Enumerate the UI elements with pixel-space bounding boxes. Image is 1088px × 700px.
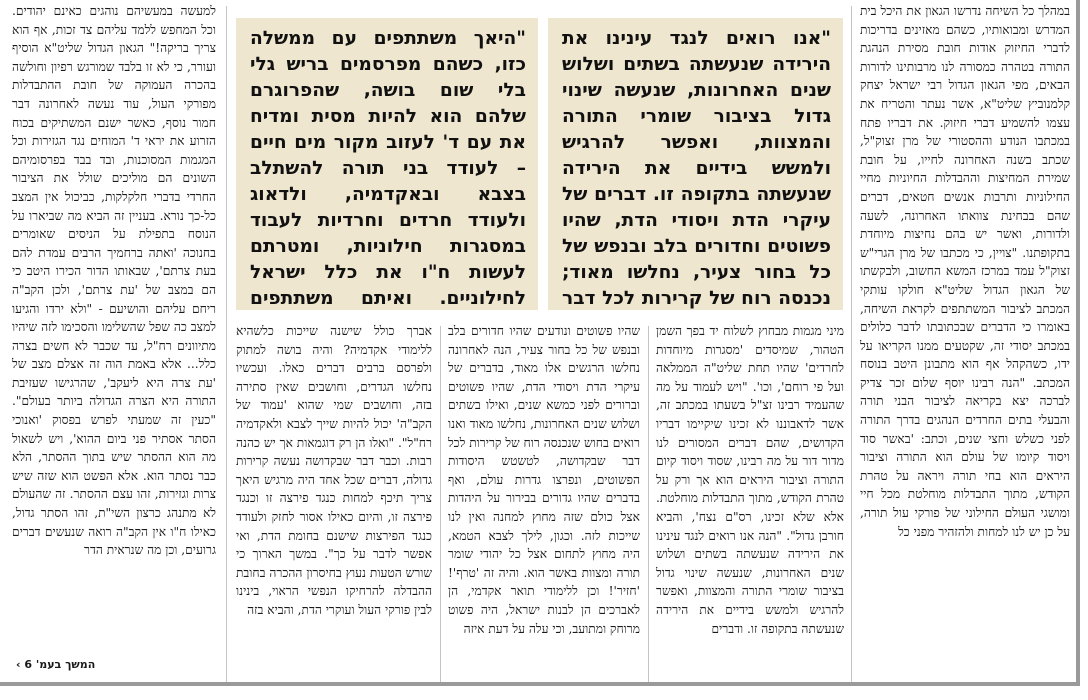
column-text: אברך כולל שישנה שייכות כלשהיא ללימודי אקדמיה? והיה בושה למתוק ולפרסם ברבים דברים כאלו. ועכשיו נחלשו הגדרים, וחושבים שאין סתירה בזה, וחושבים שמי שהוא 'עמוד של הקב"ה' יכול להיות שייך לצבא ולאקדמיה רח"ל". "ואלו הן רק דוגמאות אך יש כהנה רבות. וכבר דבר שבקדושה נעשה קרירות גדולה, דברים שכל אחד היה מרגיש היאך צריך תיכף למחות כנגד פירצה זו וכנגד פירצה זו, והיום כאילו אסור לחזק ולעודד כנגד הפירצות שישנם בחומת הדת, ואי אפשר לדבר על כך". במשך הארוך כי שורש הטעות נעוץ בחיסרון ההכרה בחובת ההבדלה להרחיקו הנפשי הראוי, בינינו לבין פורקי העול ועוקרי הדת, והביא בזה (236, 324, 432, 617)
pull-quote-text: "אנו רואים לנגד עינינו את הירידה שנעשתה בשתים ושלוש שנים האחרונות, שנעשה שינוי גדול בציבור שומרי התורה והמצוות, ואפשר להרגיש ולמשש בידיים את הירידה שנעשתה בתקופה זו. דברים של עיקרי הדת ויסודי הדת, שהיו פשוטים וחדורים בלב ובנפש של כל בחור צעיר, נחלשו מאוד; נכנסה רוח של קרירות לכל דבר (562, 28, 831, 309)
arrow-left-icon: › (16, 658, 21, 671)
column-text: למעשה במעשיהם נוהגים כאינם יהודים. וכל המחפש ללמד עליהם צד זכות, אף הוא צריך בריקה!" הגאון הגדול שליט"א הוסיף ועורר, כי לא זו בלבד שמורגש רפיון וחולשה בהכרה העמוקה של חובת ההתבדלות מפורקי העול, עוד נעשה לאחרונה דבר חמור נוסף, כאשר ישנם המשתיקים בכוח הזרוע את יראי ד' המוחים נגד הגזירות וכל המגמות המסוכנות, ובד בבד בפרסומיהם השונים הם מוליכים שולל את הציבור החרדי בדברי חלקלקות, כביכול אין המצב כל-כך נורא. בעניין זה הביא מה שביארו על הנוסח בתפילת על הניסים שאומרים בחנוכה 'ואתה ברחמיך הרבים עמדת להם בעת צרתם', שבאותו הדור הכירו היטב כי הם במצב של 'עת צרתם', ולכן הקב"ה ריחם עליהם והושיעם - "ולא ירדו והגיעו למצב כה שפל שהשלימו והסכימו לזה שיהיו מתיוונים רח"ל, עד שכבר לא חשים בצרה כלל... אלא באמת הוה זה אצלם מצב של 'עת צרה היא ליעקב', שהרגישו שעזיבת התורה היא הצרה הגדולה ביותר בעולם". "כעין זה שמעתי לפרש בפסוק 'ואנוכי הסתר אסתיר פני ביום ההוא', ויש לשאול מה הוא ההסתר שיש בתוך ההסתר, הלא כבר נסתר הוא. אלא הפשט הוא שזה שיש צרות וגזירות, זהו עצם ההסתר. זה שהעולם לא מתנהג כרצון השי"ת, זהו הסתר גדול, כאילו ח"ו אין הקב"ה רואה שנעשים דברים גרועים, וכן מה שנראית הדר (12, 4, 216, 558)
column-divider (648, 326, 649, 682)
pull-quote-right (548, 18, 843, 310)
pull-quote-text: "היאך משתתפים עם ממשלה כזו, כשהם מפרסמים בריש גלי בלי שום בושה, שהפרוגרם שלהם הוא להיות מסית ומדיח את עם ד' לעזוב מקור מים חיים – לעודד בני תורה להשתלב בצבא ובאקדמיה, ולדאוג ולעודד חרדים וחרדיות לעבוד במסגרות חילוניות, ומטרתם לעשות ח"ו את כלל ישראל לחילוניים. ואיתם משתתפים (250, 28, 526, 309)
article-column-mid-right (656, 322, 844, 684)
column-text: במהלך כל השיחה נדרשו הגאון את היכל בית המדרש ומבואותיו, כשהם מאזינים בדריכות לדברי החיזוק אודות חובת מסירת הנהגת התורה בטהרה כמסורה לנו מרבותינו לדורות הבאים, מפי הגאון הגדול רבי ישראל יצחק קלמנוביץ שליט"א, אשר נעתר והטריח את עצמו להשמיע דברי חיזוק. את דבריו פתח במכתבו הנודע וההסטורי של מרן זצוק"ל, שכתב בשנה האחרונה לחייו, על חובת שמירת המחיצות וההבדלות החיוניות מחיי החילוניות ותרבות אנשים חטאים, דברים שהם בבחינת צוואתו האחרונה, לשעה ולדורות, ואשר יש בהם נחיצות מיוחדת בתקופתנו. "צויין, כי מכתבו של מרן הגרי"ש זצוק"ל עמד במרכז המשא החשוב, ולבקשתו של הגאון הגדול שליט"א חולקו עותקי המכתב לציבור המשתתפים לקראת השיחה, באומרו כי הדברים שבכתובתו לדבר כלולים במכתב יסודי זה, שקטעים ממנו הקריאו על ידו, כשהקהל אף הוא מתבונן היטב בנוסח המכתב. "הנה רבינו יוסף שלום זכר צדיק לברכה יצא בקריאה לציבור הבני תורה והבעלי בתים החרדים הנהגים בדרך התורה לפני כשלש וחצי שנים, וכתב: 'באשר סוד ויסוד קיומו של עולם הוא התורה וציבור היראים הוא בחי תורה ויראה על טהרת הקודש, מתוך התבדלות מוחלטת מכל חיי ומושגי העולם החילוני של פורקי עול תורה, על כן יש לנו למחות ולהזהיר מפני כל (860, 4, 1070, 539)
column-divider (851, 6, 852, 682)
column-text: מיני מגמות מבחוץ לשלוח יד בפך השמן הטהור, שמיסדים 'מסגרות מיוחדות לחרדים' שהיו תחת שליט"ה הממלאה ועל פי רוחם', וכו'. "ויש לעמוד על מה שהעמיד רבינו זצ"ל בשעתו במכתב זה, אשר לדאבוננו לא זכינו שיקיימו דבריו הקדושים, שהם דברים המסורים לנו מדור דור על מה רבינו, שסוד ויסוד קיום התורה וציבור היראים הוא אך ורק על טהרת הקודש, מתוך התבדלות מוחלטת. אלא שלא זכינו, רס"ם נצח', והביא חורבן גדול". "הנה אנו רואים לנגד עינינו את הירידה שנעשתה בשתים ושלוש שנים האחרונות, שנעשה שינוי גדול בציבור שומרי התורה והמצוות, ואפשר להרגיש ולמשש בידיים את הירידה שנעשתה בתקופה זו. ודברים (656, 324, 844, 636)
article-column-far-left (12, 2, 216, 654)
article-column-right (860, 2, 1070, 686)
article-column-mid-left (448, 322, 640, 684)
column-divider (226, 6, 227, 682)
article-column-left-lower (236, 322, 432, 684)
continuation-note (12, 658, 95, 671)
continuation-text: המשך בעמ' 6 (24, 658, 96, 671)
pull-quote-left (236, 18, 538, 310)
column-divider (440, 326, 441, 682)
column-text: שהיו פשוטים ונודעים שהיו חדורים בלב ובנפש של כל בחור צעיר, הנה לאחרונה נחלשו הרגשים אלו מאוד, בדברים של עיקרי הדת ויסודי הדת, שהיו פשוטים וברורים לפני כמשא שנים, ואילו בשתים ושלוש שנים האחרונות, נחלשו מאוד ואנו רואים בחוש שנכנסה רוח של קרירות לכל דבר שבקדושה, לטשטש היסודות הפשוטים, ונפרצו גדרות עולם, ואף בדברים שהיו גדורים בבירור על היהדות אצל כולם שזה מחוץ למחנה ואין לנו שייכות לזה. וכגון, לילך לצבא הטמא, היה מחוץ לתחום אצל כל יהודי שומר תורה ומצוות באשר הוא. והיה זה 'טרף'! 'חזיר'! וכן ללימודי תואר אקדמי, הן לאברכים הן לבנות ישראל, היה פשוט מרוחק ומתועב, וכי עלה על דעת איזה (448, 324, 640, 636)
